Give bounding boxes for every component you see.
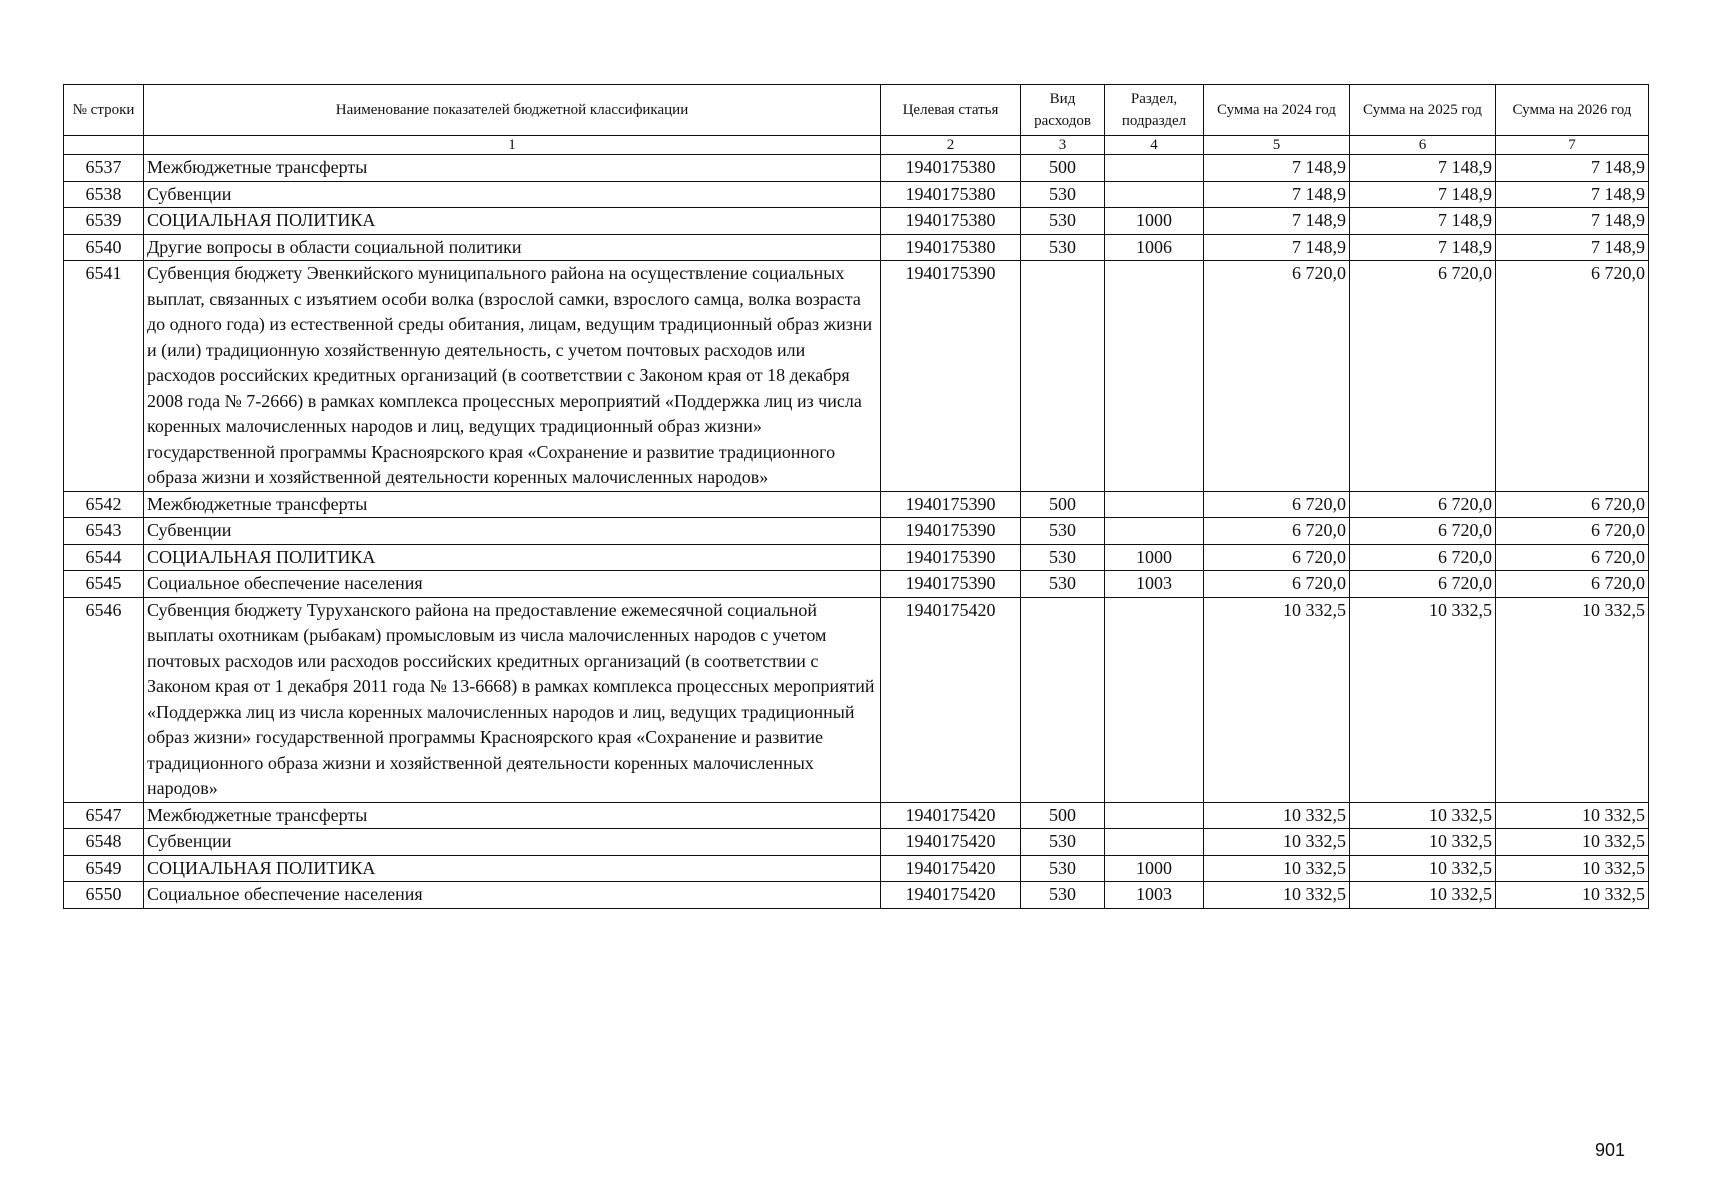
row-sum-2026: 6 720,0: [1496, 571, 1649, 598]
row-sum-2024: 6 720,0: [1204, 518, 1350, 545]
column-index-empty: [64, 136, 144, 155]
column-index: 3: [1021, 136, 1105, 155]
row-section: [1105, 829, 1204, 856]
row-target-code: 1940175420: [881, 829, 1021, 856]
row-section: 1003: [1105, 882, 1204, 909]
row-target-code: 1940175390: [881, 544, 1021, 571]
header-name: Наименование показателей бюджетной классификации: [144, 85, 881, 136]
table-row: [64, 155, 1649, 182]
column-index: 2: [881, 136, 1021, 155]
row-section: [1105, 181, 1204, 208]
column-index: 6: [1350, 136, 1496, 155]
table-row: [64, 208, 1649, 235]
row-sum-2024: 10 332,5: [1204, 829, 1350, 856]
row-number: 6544: [64, 544, 144, 571]
table-row: [64, 855, 1649, 882]
row-expense-kind: 500: [1021, 491, 1105, 518]
row-number: 6542: [64, 491, 144, 518]
row-number: 6539: [64, 208, 144, 235]
row-target-code: 1940175380: [881, 155, 1021, 182]
row-sum-2024: 7 148,9: [1204, 155, 1350, 182]
row-section: 1000: [1105, 544, 1204, 571]
row-expense-kind: 530: [1021, 518, 1105, 545]
row-sum-2025: 10 332,5: [1350, 855, 1496, 882]
row-name: Субвенции: [144, 829, 881, 856]
row-target-code: 1940175390: [881, 261, 1021, 492]
table-row: [64, 882, 1649, 909]
row-name: Субвенции: [144, 518, 881, 545]
row-expense-kind: [1021, 597, 1105, 802]
table-row: [64, 571, 1649, 598]
table-row: [64, 518, 1649, 545]
header-row-no: № строки: [64, 85, 144, 136]
row-sum-2024: 10 332,5: [1204, 597, 1350, 802]
table-row: [64, 181, 1649, 208]
row-section: [1105, 261, 1204, 492]
row-target-code: 1940175420: [881, 855, 1021, 882]
header-kind: Вид расходов: [1021, 85, 1105, 136]
row-number: 6545: [64, 571, 144, 598]
row-sum-2026: 7 148,9: [1496, 234, 1649, 261]
row-name: СОЦИАЛЬНАЯ ПОЛИТИКА: [144, 208, 881, 235]
row-sum-2025: 10 332,5: [1350, 802, 1496, 829]
row-sum-2026: 6 720,0: [1496, 544, 1649, 571]
row-expense-kind: [1021, 261, 1105, 492]
row-number: 6548: [64, 829, 144, 856]
row-expense-kind: 530: [1021, 855, 1105, 882]
row-sum-2025: 7 148,9: [1350, 234, 1496, 261]
row-target-code: 1940175420: [881, 597, 1021, 802]
row-sum-2026: 10 332,5: [1496, 802, 1649, 829]
table-row: [64, 234, 1649, 261]
row-name: Социальное обеспечение населения: [144, 571, 881, 598]
row-number: 6541: [64, 261, 144, 492]
row-name: Межбюджетные трансферты: [144, 155, 881, 182]
column-index: 5: [1204, 136, 1350, 155]
row-target-code: 1940175380: [881, 234, 1021, 261]
row-sum-2026: 10 332,5: [1496, 829, 1649, 856]
row-target-code: 1940175380: [881, 208, 1021, 235]
column-index: 4: [1105, 136, 1204, 155]
header-section: Раздел, подраздел: [1105, 85, 1204, 136]
row-sum-2025: 10 332,5: [1350, 882, 1496, 909]
row-number: 6547: [64, 802, 144, 829]
row-number: 6543: [64, 518, 144, 545]
row-name: Межбюджетные трансферты: [144, 802, 881, 829]
table-row: [64, 597, 1649, 802]
table-row: [64, 802, 1649, 829]
column-index-row: [64, 136, 1649, 155]
row-sum-2024: 10 332,5: [1204, 882, 1350, 909]
row-section: 1000: [1105, 208, 1204, 235]
row-sum-2025: 6 720,0: [1350, 544, 1496, 571]
row-name: Межбюджетные трансферты: [144, 491, 881, 518]
row-target-code: 1940175390: [881, 491, 1021, 518]
column-index: 7: [1496, 136, 1649, 155]
row-sum-2026: 6 720,0: [1496, 261, 1649, 492]
row-sum-2024: 6 720,0: [1204, 544, 1350, 571]
row-section: [1105, 491, 1204, 518]
row-section: [1105, 802, 1204, 829]
row-sum-2025: 6 720,0: [1350, 571, 1496, 598]
row-sum-2024: 6 720,0: [1204, 261, 1350, 492]
row-expense-kind: 500: [1021, 155, 1105, 182]
row-sum-2024: 10 332,5: [1204, 802, 1350, 829]
row-sum-2026: 10 332,5: [1496, 597, 1649, 802]
row-sum-2024: 7 148,9: [1204, 208, 1350, 235]
row-sum-2025: 10 332,5: [1350, 829, 1496, 856]
header-row: [64, 85, 1649, 136]
table-row: [64, 491, 1649, 518]
row-sum-2026: 6 720,0: [1496, 518, 1649, 545]
row-sum-2026: 7 148,9: [1496, 155, 1649, 182]
row-sum-2025: 7 148,9: [1350, 155, 1496, 182]
row-expense-kind: 530: [1021, 829, 1105, 856]
row-target-code: 1940175390: [881, 571, 1021, 598]
row-name: Социальное обеспечение населения: [144, 882, 881, 909]
row-sum-2024: 7 148,9: [1204, 181, 1350, 208]
row-expense-kind: 530: [1021, 208, 1105, 235]
row-sum-2026: 7 148,9: [1496, 181, 1649, 208]
row-section: [1105, 597, 1204, 802]
row-expense-kind: 530: [1021, 544, 1105, 571]
row-target-code: 1940175380: [881, 181, 1021, 208]
row-target-code: 1940175420: [881, 802, 1021, 829]
row-sum-2026: 6 720,0: [1496, 491, 1649, 518]
row-sum-2026: 10 332,5: [1496, 882, 1649, 909]
row-expense-kind: 530: [1021, 882, 1105, 909]
row-sum-2024: 10 332,5: [1204, 855, 1350, 882]
page-number: 901: [1595, 1140, 1626, 1160]
row-expense-kind: 500: [1021, 802, 1105, 829]
table-row: [64, 261, 1649, 492]
row-section: [1105, 518, 1204, 545]
row-number: 6540: [64, 234, 144, 261]
row-number: 6549: [64, 855, 144, 882]
row-sum-2025: 10 332,5: [1350, 597, 1496, 802]
row-sum-2025: 7 148,9: [1350, 181, 1496, 208]
row-section: 1006: [1105, 234, 1204, 261]
header-sum-2024: Сумма на 2024 год: [1204, 85, 1350, 136]
row-number: 6537: [64, 155, 144, 182]
row-number: 6550: [64, 882, 144, 909]
row-name: СОЦИАЛЬНАЯ ПОЛИТИКА: [144, 544, 881, 571]
row-target-code: 1940175420: [881, 882, 1021, 909]
table-row: [64, 829, 1649, 856]
row-target-code: 1940175390: [881, 518, 1021, 545]
row-name: СОЦИАЛЬНАЯ ПОЛИТИКА: [144, 855, 881, 882]
row-name: Субвенция бюджету Туруханского района на предоставление ежемесячной социальной выплаты охотникам (рыбакам) промысловым из числа малочисленных народов с учетом почтовых расходов или расходов российских кредитных организаций (в соответствии с Законом края от 1 декабря 2011 года № 13-6668) в рамках комплекса процессных мероприятий «Поддержка лиц из числа коренных малочисленных народов и лиц, ведущих традиционный образ жизни» государственной программы Красноярского края «Сохранение и развитие традиционного образа жизни и хозяйственной деятельности коренных малочисленных народов»: [144, 597, 881, 802]
row-name: Субвенция бюджету Эвенкийского муниципального района на осуществление социальных выплат, связанных с изъятием особи волка (взрослой самки, взрослого самца, волка возраста до одного года) из естественной среды обитания, лицам, ведущим традиционный образ жизни и (или) традиционную хозяйственную деятельность, с учетом почтовых расходов или расходов российских кредитных организаций (в соответствии с Законом края от 18 декабря 2008 года № 7-2666) в рамках комплекса процессных мероприятий «Поддержка лиц из числа коренных малочисленных народов и лиц, ведущих традиционный образ жизни» государственной программы Красноярского края «Сохранение и развитие традиционного образа жизни и хозяйственной деятельности коренных малочисленных народов»: [144, 261, 881, 492]
row-sum-2025: 7 148,9: [1350, 208, 1496, 235]
row-sum-2025: 6 720,0: [1350, 261, 1496, 492]
row-expense-kind: 530: [1021, 181, 1105, 208]
row-number: 6546: [64, 597, 144, 802]
table-row: [64, 544, 1649, 571]
row-sum-2024: 6 720,0: [1204, 571, 1350, 598]
row-name: Другие вопросы в области социальной политики: [144, 234, 881, 261]
row-section: [1105, 155, 1204, 182]
row-sum-2024: 7 148,9: [1204, 234, 1350, 261]
row-sum-2026: 7 148,9: [1496, 208, 1649, 235]
budget-table: [63, 84, 1649, 909]
row-sum-2026: 10 332,5: [1496, 855, 1649, 882]
row-expense-kind: 530: [1021, 234, 1105, 261]
column-index: 1: [144, 136, 881, 155]
row-name: Субвенции: [144, 181, 881, 208]
row-number: 6538: [64, 181, 144, 208]
table-body: [64, 155, 1649, 909]
row-sum-2025: 6 720,0: [1350, 491, 1496, 518]
header-sum-2025: Сумма на 2025 год: [1350, 85, 1496, 136]
row-section: 1003: [1105, 571, 1204, 598]
header-sum-2026: Сумма на 2026 год: [1496, 85, 1649, 136]
row-sum-2024: 6 720,0: [1204, 491, 1350, 518]
row-sum-2025: 6 720,0: [1350, 518, 1496, 545]
header-target: Целевая статья: [881, 85, 1021, 136]
row-section: 1000: [1105, 855, 1204, 882]
row-expense-kind: 530: [1021, 571, 1105, 598]
